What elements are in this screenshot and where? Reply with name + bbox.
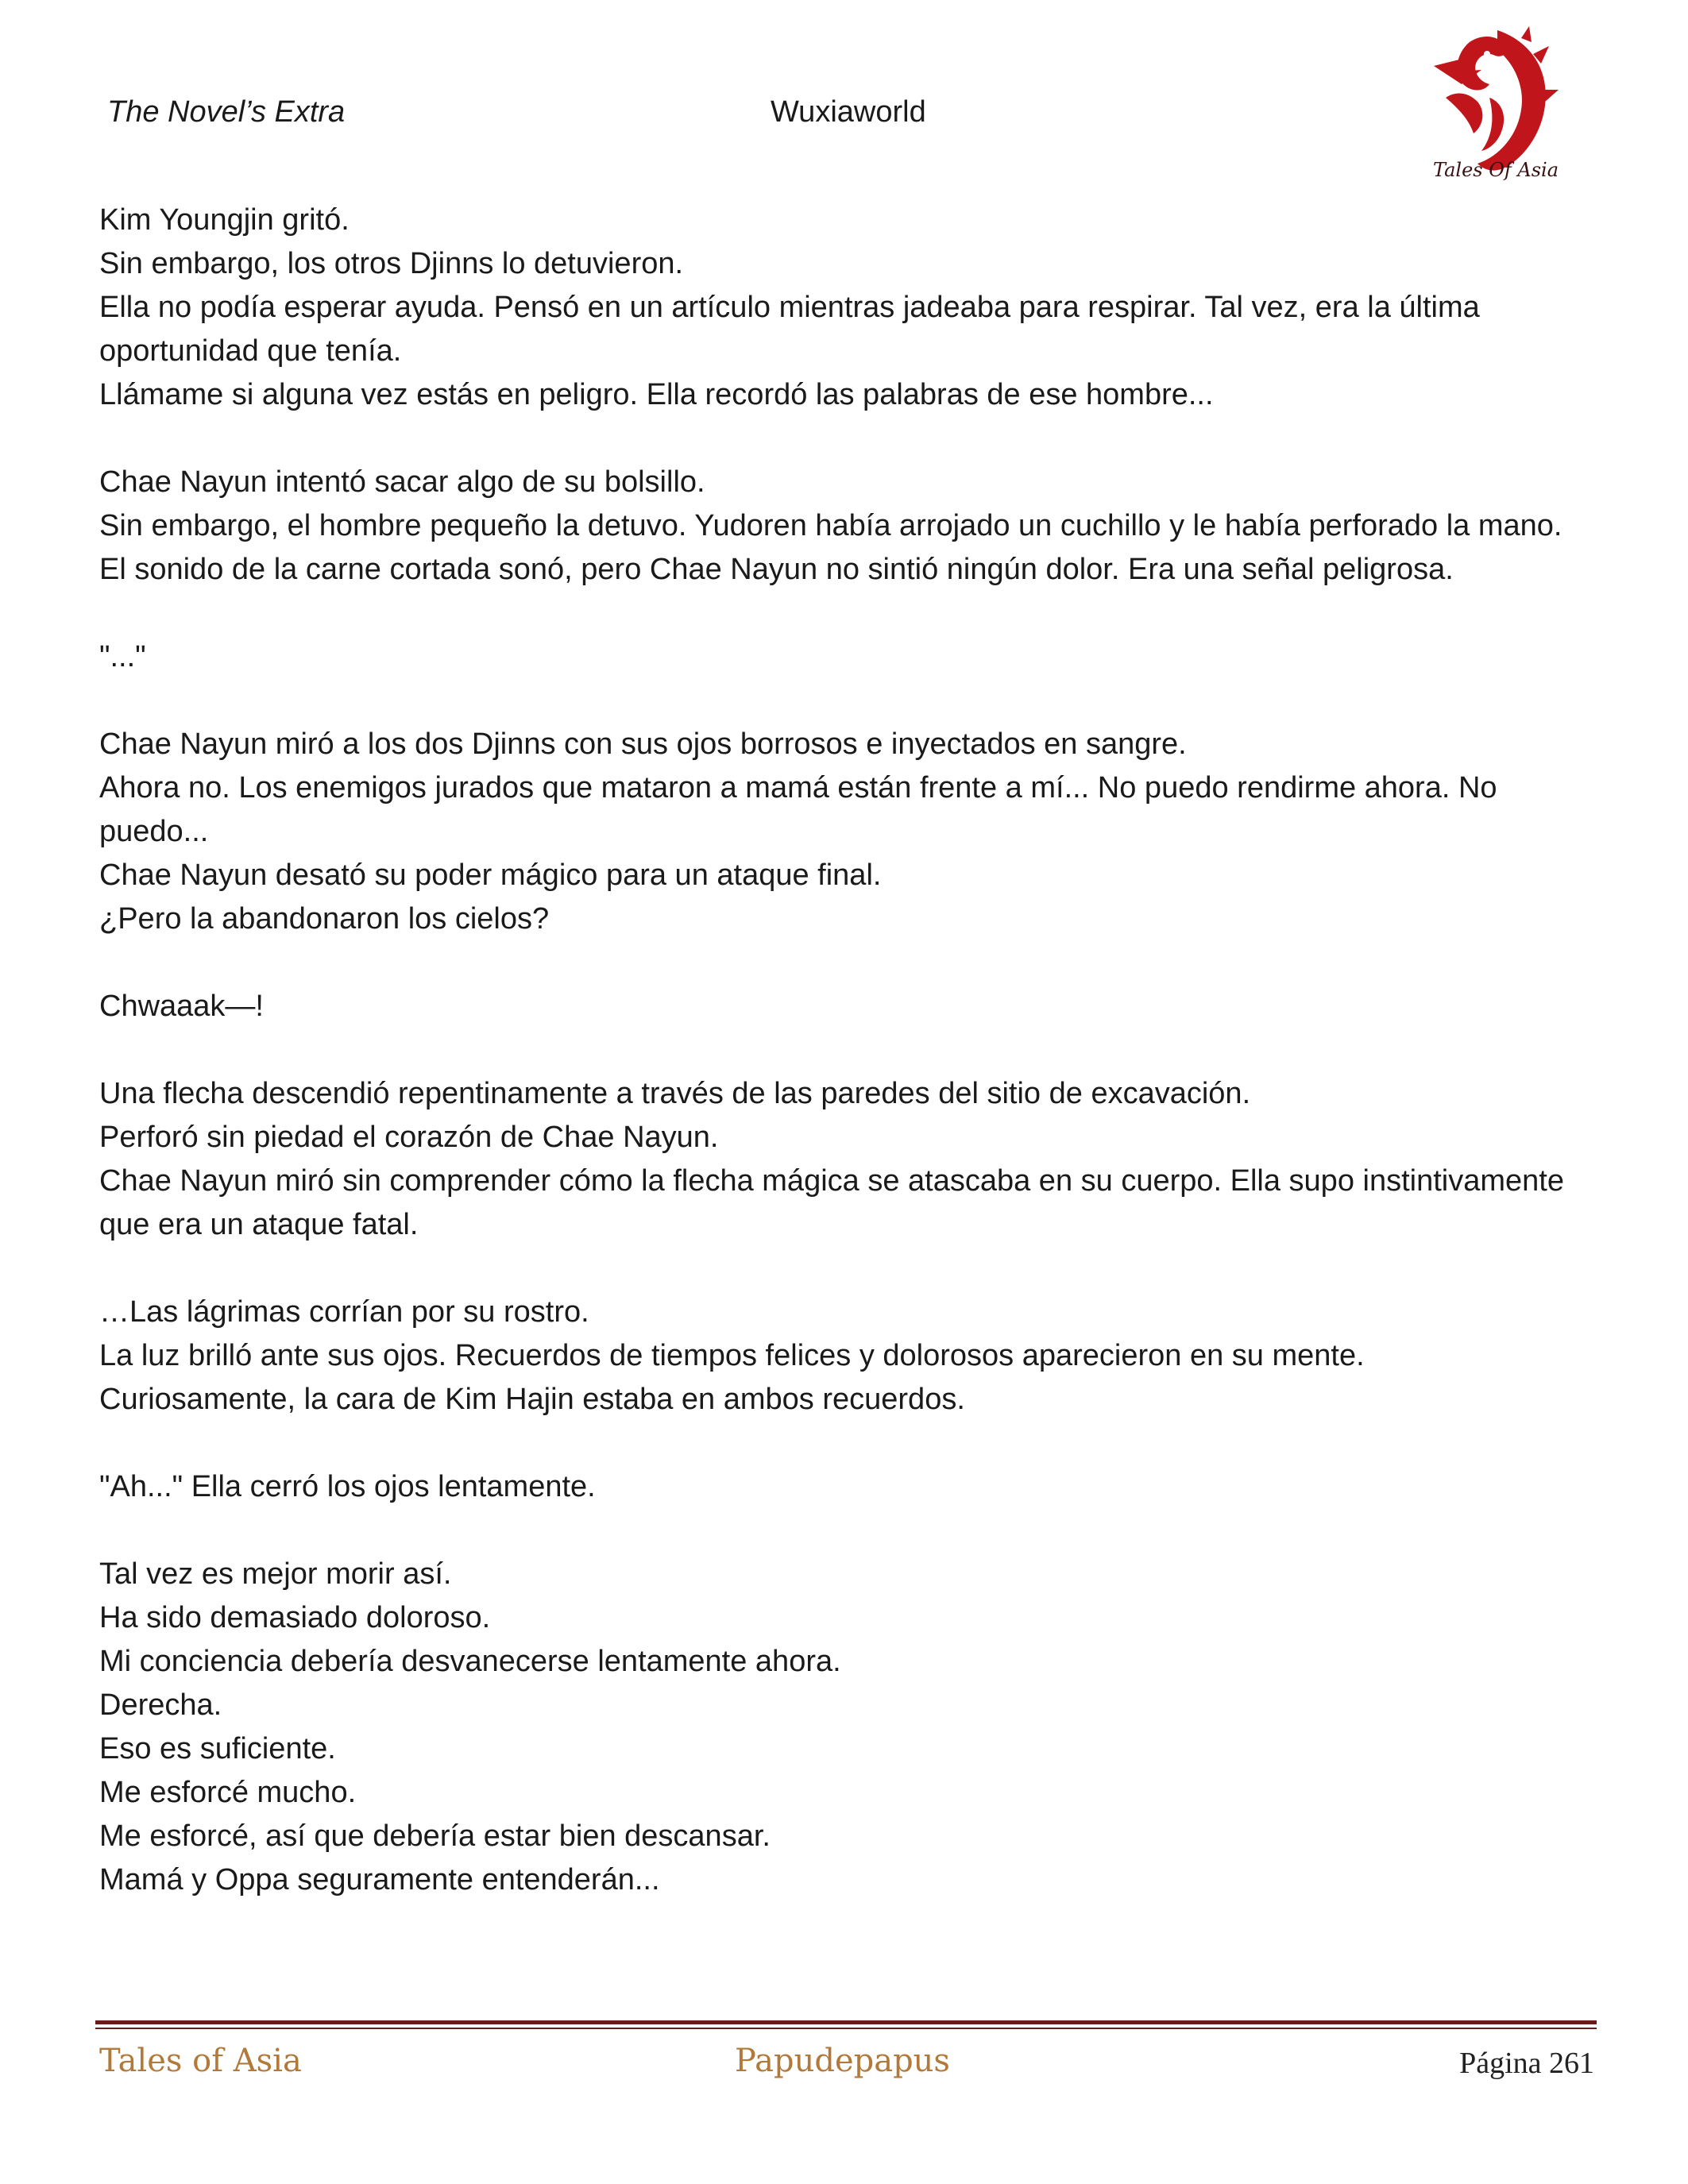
- text-line: "...": [99, 640, 146, 673]
- text-line: Chae Nayun desató su poder mágico para un ataque final.: [99, 859, 882, 892]
- text-line: Una flecha descendió repentinamente a través de las paredes del sitio de excavación.: [99, 1077, 1251, 1110]
- text-line: …Las lágrimas corrían por su rostro.: [99, 1295, 589, 1329]
- text-line: Chae Nayun miró a los dos Djinns con sus ojos borrosos e inyectados en sangre.: [99, 727, 1187, 761]
- chapter-body: [99, 199, 1593, 1946]
- text-line: Mamá y Oppa seguramente entenderán...: [99, 1863, 660, 1897]
- document-title: The Novel’s Extra: [107, 95, 346, 129]
- text-line: Chae Nayun miró sin comprender cómo la flecha mágica se atascaba en su cuerpo. Ella supo instintivamente que era un ataque fatal.: [99, 1164, 1564, 1241]
- text-line: Me esforcé, así que debería estar bien descansar.: [99, 1819, 771, 1853]
- text-line: Ella no podía esperar ayuda. Pensó en un artículo mientras jadeaba para respirar. Tal vez, era la última oportunidad que tenía.: [99, 291, 1480, 368]
- footer-brand: Tales of Asia: [99, 2043, 302, 2079]
- text-line: ¿Pero la abandonaron los cielos?: [99, 902, 550, 936]
- text-line: Chwaaak—!: [99, 990, 264, 1023]
- paragraph: [99, 635, 1593, 679]
- footer-divider-thin: [95, 2028, 1597, 2029]
- text-line: Ahora no. Los enemigos jurados que mataron a mamá están frente a mí... No puedo rendirme ahora. No puedo...: [99, 771, 1497, 848]
- text-line: Sin embargo, el hombre pequeño la detuvo. Yudoren había arrojado un cuchillo y le había perforado la mano.: [99, 509, 1562, 542]
- paragraph: [99, 1465, 1593, 1509]
- text-line: Eso es suficiente.: [99, 1732, 336, 1765]
- text-line: Ha sido demasiado doloroso.: [99, 1601, 491, 1634]
- paragraph: [99, 1553, 1593, 1902]
- text-line: Me esforcé mucho.: [99, 1776, 357, 1809]
- text-line: La luz brilló ante sus ojos. Recuerdos de tiempos felices y dolorosos aparecieron en su mente.: [99, 1339, 1365, 1372]
- text-line: Chae Nayun intentó sacar algo de su bolsillo.: [99, 465, 705, 499]
- document-source: Wuxiaworld: [771, 95, 926, 129]
- paragraph: [99, 985, 1593, 1028]
- text-line: Derecha.: [99, 1688, 222, 1722]
- paragraph: [99, 199, 1593, 417]
- text-line: Kim Youngjin gritó.: [99, 203, 350, 237]
- paragraph: [99, 1072, 1593, 1247]
- text-line: Tal vez es mejor morir así.: [99, 1557, 452, 1591]
- paragraph: [99, 1291, 1593, 1422]
- text-line: El sonido de la carne cortada sonó, pero Chae Nayun no sintió ningún dolor. Era una señal peligrosa.: [99, 553, 1454, 586]
- text-line: Mi conciencia debería desvanecerse lentamente ahora.: [99, 1645, 841, 1678]
- text-line: Llámame si alguna vez estás en peligro. Ella recordó las palabras de ese hombre...: [99, 378, 1214, 411]
- logo-text: Tales Of Asia: [1432, 159, 1559, 181]
- text-line: Curiosamente, la cara de Kim Hajin estaba en ambos recuerdos.: [99, 1383, 965, 1416]
- text-line: "Ah..." Ella cerró los ojos lentamente.: [99, 1470, 596, 1503]
- paragraph: [99, 723, 1593, 941]
- text-line: Sin embargo, los otros Djinns lo detuvieron.: [99, 247, 684, 280]
- footer-translator: Papudepapus: [735, 2043, 950, 2079]
- paragraph: [99, 461, 1593, 592]
- text-line: Perforó sin piedad el corazón de Chae Nayun.: [99, 1121, 719, 1154]
- footer-divider: [95, 2020, 1597, 2024]
- page-number: Página 261: [1459, 2047, 1594, 2080]
